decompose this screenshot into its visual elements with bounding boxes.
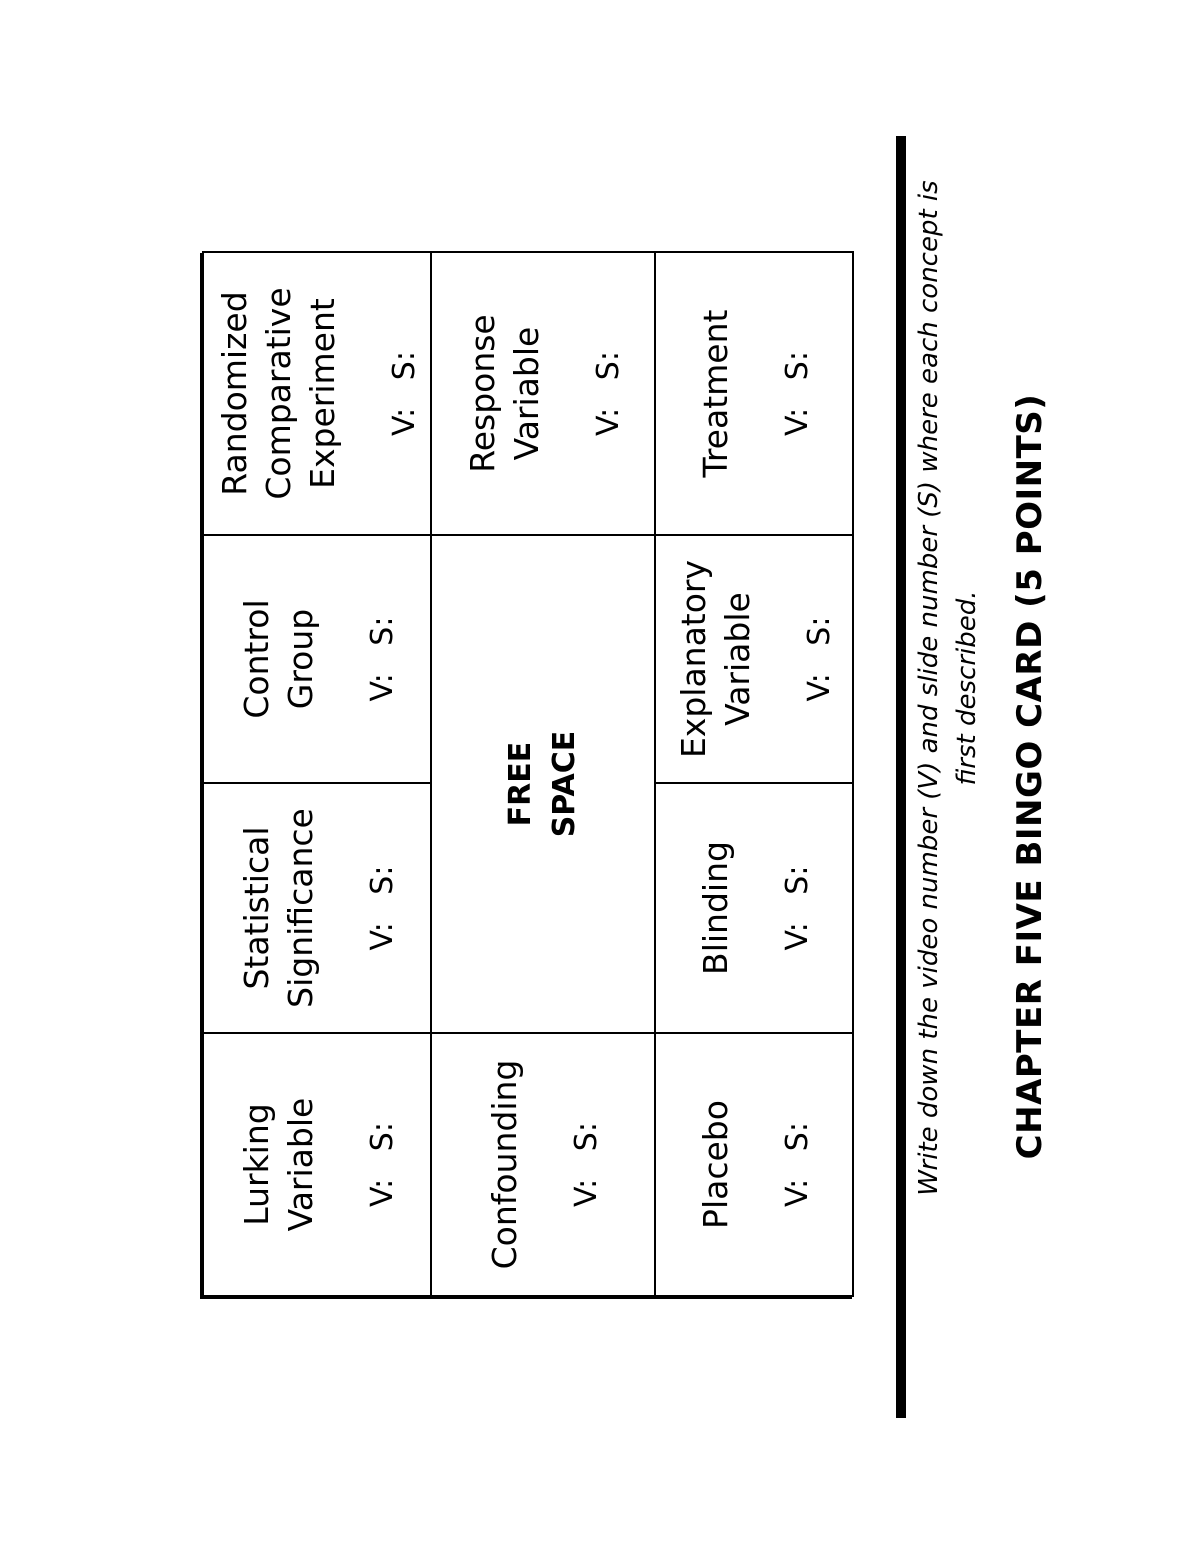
bingo-term: Confounding (484, 1059, 524, 1270)
bingo-card (200, 253, 852, 1299)
bingo-term: Blinding (695, 841, 735, 975)
bingo-cell-placebo (654, 1032, 854, 1297)
divider-rule (896, 136, 906, 1418)
bingo-term: Randomized Comparative Experiment (214, 287, 342, 500)
bingo-cell-randomized-comparative-experiment (202, 251, 432, 536)
bingo-cell-treatment (654, 251, 854, 536)
bingo-cell-control-group (202, 534, 432, 784)
bingo-cell-confounding (430, 1032, 656, 1297)
video-slide-label: V: S: (779, 351, 815, 436)
bingo-term: Explanatory Variable (673, 559, 757, 759)
bingo-term: Lurking Variable (236, 1097, 320, 1232)
bingo-term: Response Variable (462, 314, 546, 473)
free-space-label: FREE SPACE (503, 730, 582, 838)
video-slide-label: V: S: (364, 1122, 400, 1207)
video-slide-label: V: S: (801, 616, 837, 702)
bingo-cell-statistical-significance (202, 782, 432, 1034)
free-space-cell (430, 534, 656, 1034)
video-slide-label: V: S: (364, 865, 400, 951)
video-slide-label: V: S: (779, 1122, 815, 1207)
bingo-term: Placebo (695, 1100, 735, 1229)
video-slide-label: V: S: (364, 616, 400, 702)
page-title: CHAPTER FIVE BINGO CARD (5 POINTS) (1010, 393, 1050, 1160)
bingo-term: Control Group (236, 599, 320, 719)
bingo-term: Treatment (695, 309, 735, 478)
video-slide-label: V: S: (568, 1122, 604, 1207)
bingo-term: Statistical Significance (236, 808, 320, 1008)
bingo-cell-lurking-variable (202, 1032, 432, 1297)
instructions-text: Write down the video number (V) and slide number (S) where each concept is first described. (914, 180, 982, 1196)
video-slide-label: V: S: (779, 865, 815, 951)
bingo-cell-explanatory-variable (654, 534, 854, 784)
video-slide-label: V: S: (386, 351, 422, 436)
bingo-cell-blinding (654, 782, 854, 1034)
bingo-cell-response-variable (430, 251, 656, 536)
video-slide-label: V: S: (590, 351, 626, 436)
